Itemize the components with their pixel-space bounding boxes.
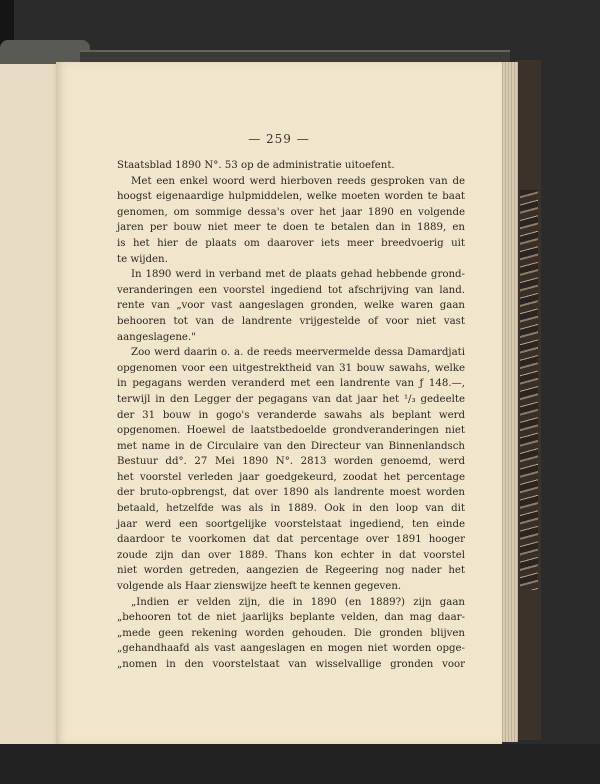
text-line: is het hier de plaats om daarover iets meer breedvoerig uit xyxy=(117,237,465,249)
text-line: niet worden getreden, aangezien de Regeering nog nader het xyxy=(117,565,465,577)
text-line: aangeslagene." xyxy=(117,331,196,343)
text-line: zoude zijn dan over 1889. Thans kon echter in dat voorstel xyxy=(117,549,465,561)
text-line: veranderingen een voorstel ingediend tot afschrijving van land. xyxy=(117,284,465,296)
text-line: „Indien er velden zijn, die in 1890 (en 1889?) zijn gaan xyxy=(131,596,465,608)
text-line: der bruto-opbrengst, dat over 1890 als landrente moest worden xyxy=(117,487,465,499)
text-line: te wijden. xyxy=(117,253,168,265)
book-spine-top xyxy=(0,40,90,64)
text-line: „gehandhaafd als vast aangeslagen en mogen niet worden opge- xyxy=(117,643,465,655)
text-line: Met een enkel woord werd hierboven reeds gesproken van de xyxy=(131,175,465,187)
text-line: in pegagans werden veranderd met een landrente van ƒ 148.—, xyxy=(117,378,465,390)
text-line: genomen, om sommige dessa's over het jaar 1890 en volgende xyxy=(117,206,465,218)
text-line: hoogst eigenaardige hulpmiddelen, welke moeten worden te baat xyxy=(117,191,465,203)
text-line: „nomen in den voorstelstaat van wisselvallige gronden voor xyxy=(117,659,465,670)
document-page xyxy=(56,62,502,744)
text-line: betaald, hetzelfde was als in 1889. Ook in den loop van dit xyxy=(117,503,465,515)
text-line: jaar werd een soortgelijke voorstelstaat ingediend, ten einde xyxy=(117,518,465,530)
book-binding-edge xyxy=(80,50,510,62)
text-line: volgende als Haar zienswijze heeft te kennen gegeven. xyxy=(117,581,402,593)
facing-page xyxy=(0,64,63,744)
text-line: Staatsblad 1890 N°. 53 op de administratie uitoefent. xyxy=(117,160,395,171)
text-line: het voorstel verleden jaar goedgekeurd, zoodat het percentage xyxy=(117,471,465,483)
text-line: opgenomen voor een uitgestrektheid van 31 bouw sawahs, welke xyxy=(117,362,465,374)
text-line: jaren per bouw niet meer te doen te betalen dan in 1889, en xyxy=(117,222,465,234)
text-line: In 1890 werd in verband met de plaats gehad hebbende grond- xyxy=(131,269,465,281)
text-line: behooren tot van de landrente vrijgestelde of voor niet vast xyxy=(117,315,465,327)
page-stack-edge xyxy=(500,62,518,742)
body-text xyxy=(117,158,465,673)
text-line: „mede geen rekening worden gehouden. Die gronden blijven xyxy=(117,627,465,639)
text-line: daardoor te voorkomen dat dat percentage over 1891 hooger xyxy=(117,534,465,546)
marbled-cover xyxy=(520,190,538,590)
background-bottom xyxy=(0,744,600,784)
text-line: der 31 bouw in gogo's veranderde sawahs als beplant werd xyxy=(117,409,465,421)
text-line: rente van „voor vast aangeslagen gronden, welke waren gaan xyxy=(117,300,465,312)
text-line: Zoo werd daarin o. a. de reeds meervermelde dessa Damardjati xyxy=(131,347,465,359)
text-line: opgenomen. Hoewel de laatstbedoelde grondveranderingen niet xyxy=(117,425,465,437)
text-line: terwijl in den Legger der pegagans van dat jaar het ¹/₃ gedeelte xyxy=(117,393,465,405)
text-line: Bestuur dd°. 27 Mei 1890 N°. 2813 worden genoemd, werd xyxy=(117,456,465,468)
text-line: „behooren tot de niet jaarlijks beplante velden, dan mag daar- xyxy=(117,612,465,624)
text-line: met name in de Circulaire van den Directeur van Binnenlandsch xyxy=(117,440,465,452)
page-number: — 259 — xyxy=(248,132,310,146)
